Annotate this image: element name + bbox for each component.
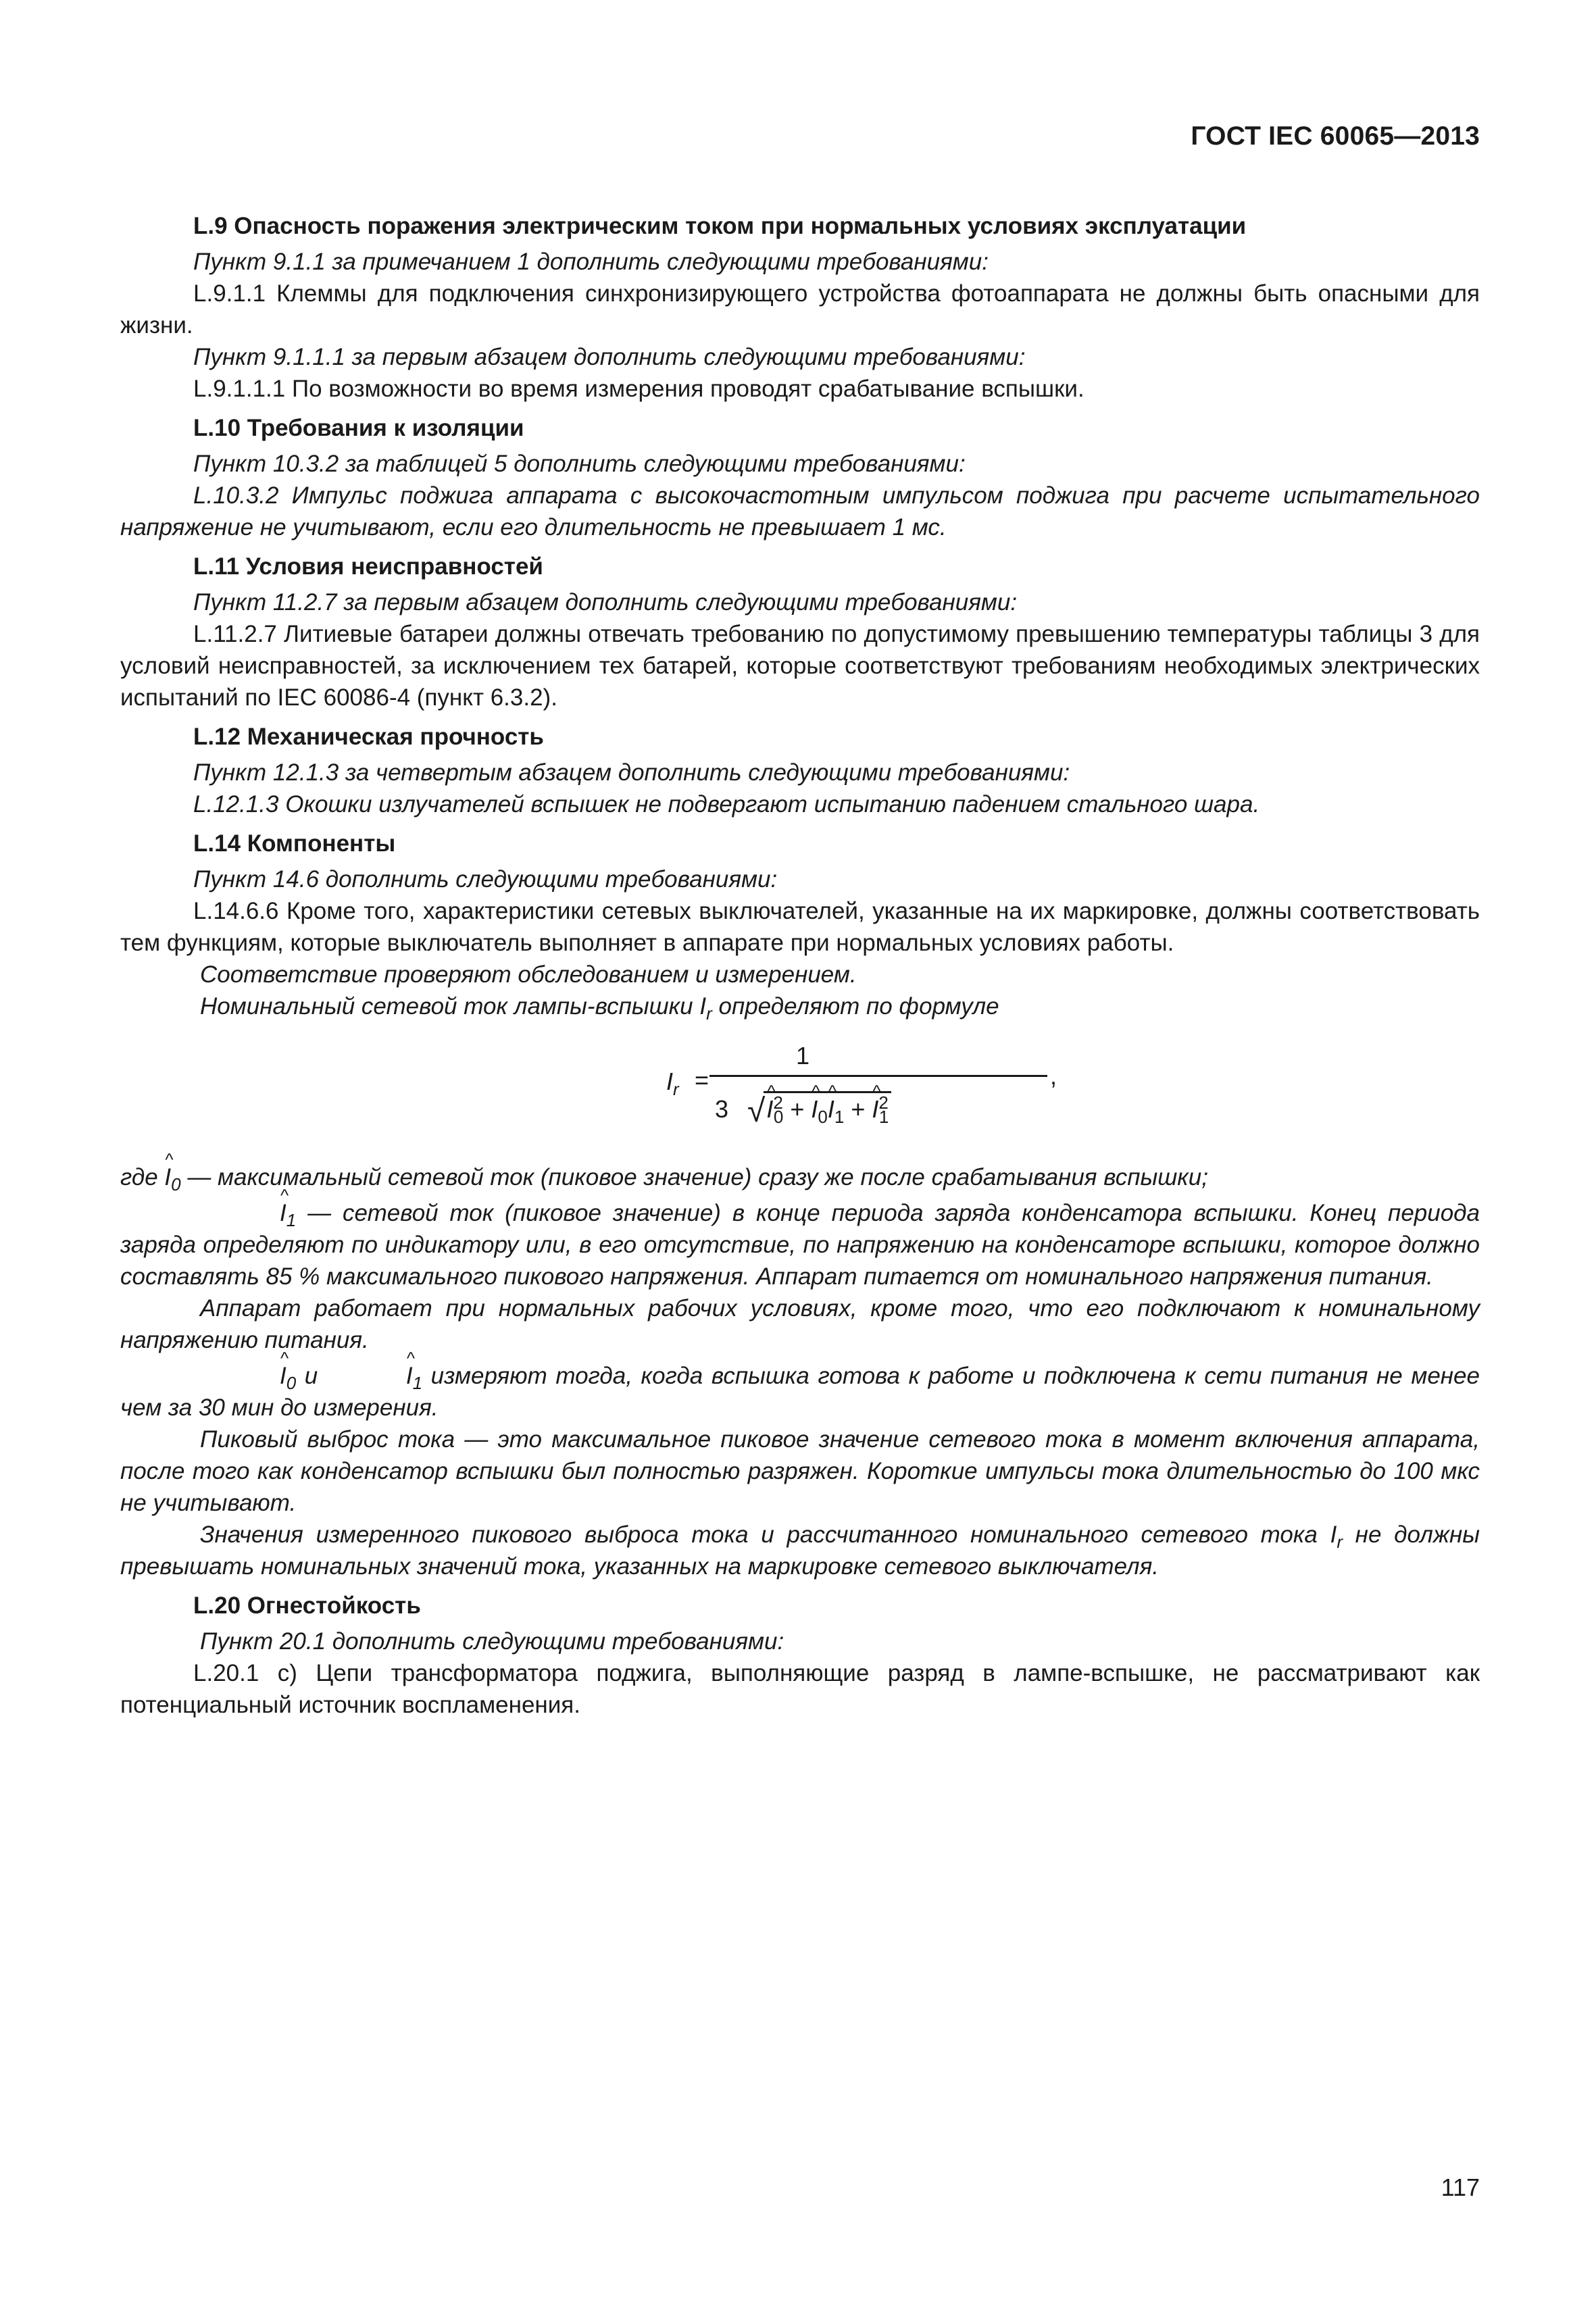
note-inrush-current: Пиковый выброс тока — это максимальное пиковое значение сетевого тока в момент включения аппарата, после того как конденсатор вспышки был полностью разряжен. Короткие импульсы тока длительностью до 100 мкс не учитывают. [120, 1426, 1480, 1516]
instruction-l11: Пункт 11.2.7 за первым абзацем дополнить следующими требованиями: [193, 589, 1018, 615]
standard-header: ГОСТ IEC 60065—2013 [1191, 122, 1480, 151]
section-heading-l11: L.11 Условия неисправностей [193, 553, 543, 580]
instruction-l20: Пункт 20.1 дополнить следующими требованиями: [200, 1628, 784, 1655]
formula-comma: , [1050, 1062, 1057, 1090]
paragraph-l9-1-1-1: L.9.1.1.1 По возможности во время измерения проводят срабатывание вспышки. [193, 376, 1084, 402]
section-heading-l10: L.10 Требования к изоляции [193, 415, 524, 441]
section-heading-l12: L.12 Механическая прочность [193, 724, 544, 750]
page-number: 117 [1441, 2173, 1480, 2201]
radicand: I ^$^2_0$ + I $\^{}_0I$ $\^{}_1 + I$ ^$^2_1$ [764, 1091, 891, 1125]
instruction-l10: Пункт 10.3.2 за таблицей 5 дополнить следующими требованиями: [193, 451, 966, 477]
note-measurement-timing: I $\^{}_0$ и I $\^{}_1$ измеряют тогда, когда вспышка готова к работе и подключена к сети питания не менее чем за 30 мин до измерения. [120, 1360, 1480, 1424]
symbol-i0-hat: I ^ [164, 1161, 171, 1193]
formula-numerator: 1 [796, 1042, 810, 1070]
paragraph-l20-1: L.20.1 с) Цепи трансформатора поджига, выполняющие разряд в лампе-вспышке, не рассматривают как потенциальный источник воспламенения. [120, 1660, 1480, 1718]
symbol-ir: $I_r$ [699, 993, 712, 1024]
formula-equals: = [695, 1066, 709, 1094]
note-rated-values: Значения измеренного пикового выброса тока и рассчитанного номинального сетевого тока $I_r$ не должны превышать номинальных значений тока, указанных на маркировке сетевого выключателя. [120, 1521, 1480, 1580]
instruction-l9-2: Пункт 9.1.1.1 за первым абзацем дополнить следующими требованиями: [193, 344, 1026, 370]
rated-current-formula [120, 1040, 1480, 1141]
paragraph-l12-1-3: L.12.1.3 Окошки излучателей вспышек не подвергают испытанию падением стального шара. [193, 791, 1260, 818]
page-body [120, 203, 1480, 1721]
symbol-i1-hat: I ^ [200, 1197, 286, 1229]
paragraph-l14-6-6: L.14.6.6 Кроме того, характеристики сетевых выключателей, указанные на их маркировке, должны соответствовать тем функциям, которые выключатель выполняет в аппарате при нормальных условиях работы. [120, 898, 1480, 956]
section-heading-l14: L.14 Компоненты [193, 830, 396, 857]
compliance-statement: Соответствие проверяют обследованием и измерением. [200, 961, 857, 988]
definition-i1: I $\^{}_1$ — сетевой ток (пиковое значение) в конце периода заряда конденсатора вспышки. Конец периода заряда определяют по индикатору или, в его отсутствие, по напряжению на конденсаторе вспышки, которое должно составлять 85 % максимального пикового напряжения. Аппарат питается от номинального напряжения питания. [120, 1197, 1480, 1292]
formula-lhs: $I_r$ [666, 1067, 679, 1100]
instruction-l9-1: Пункт 9.1.1 за примечанием 1 дополнить следующими требованиями: [193, 249, 989, 275]
definition-i0: где I $\^{}_0$ — максимальный сетевой ток (пиковое значение) сразу же после срабатывания вспышки; [120, 1161, 1480, 1193]
paragraph-l9-1-1: L.9.1.1 Клеммы для подключения синхронизирующего устройства фотоаппарата не должны быть опасными для жизни. [120, 280, 1480, 338]
formula-denominator [715, 1091, 891, 1127]
section-heading-l20: L.20 Огнестойкость [193, 1592, 421, 1619]
denominator-coefficient: 3 [715, 1095, 729, 1123]
paragraph-l10-3-2: L.10.3.2 Импульс поджига аппарата с высокочастотным импульсом поджига при расчете испытательного напряжение не учитывают, если его длительность не превышает 1 мс. [120, 482, 1480, 540]
note-operating-conditions: Аппарат работает при нормальных рабочих условиях, кроме того, что его подключают к номинальному напряжению питания. [120, 1295, 1480, 1353]
paragraph-l11-2-7: L.11.2.7 Литиевые батареи должны отвечать требованию по допустимому превышению температуры таблицы 3 для условий неисправностей, за исключением тех батарей, которые соответствуют требованиям необходимых электрических испытаний по IEC 60086-4 (пункт 6.3.2). [120, 621, 1480, 711]
section-heading-l9: L.9 Опасность поражения электрическим током при нормальных условиях эксплуатации [193, 213, 1247, 239]
instruction-l12: Пункт 12.1.3 за четвертым абзацем дополнить следующими требованиями: [193, 759, 1070, 786]
formula-intro: Номинальный сетевой ток лампы-вспышки $I_r$ определяют по формуле [200, 993, 999, 1024]
instruction-l14: Пункт 14.6 дополнить следующими требованиями: [193, 866, 778, 892]
square-root-sign: √ [747, 1093, 766, 1129]
